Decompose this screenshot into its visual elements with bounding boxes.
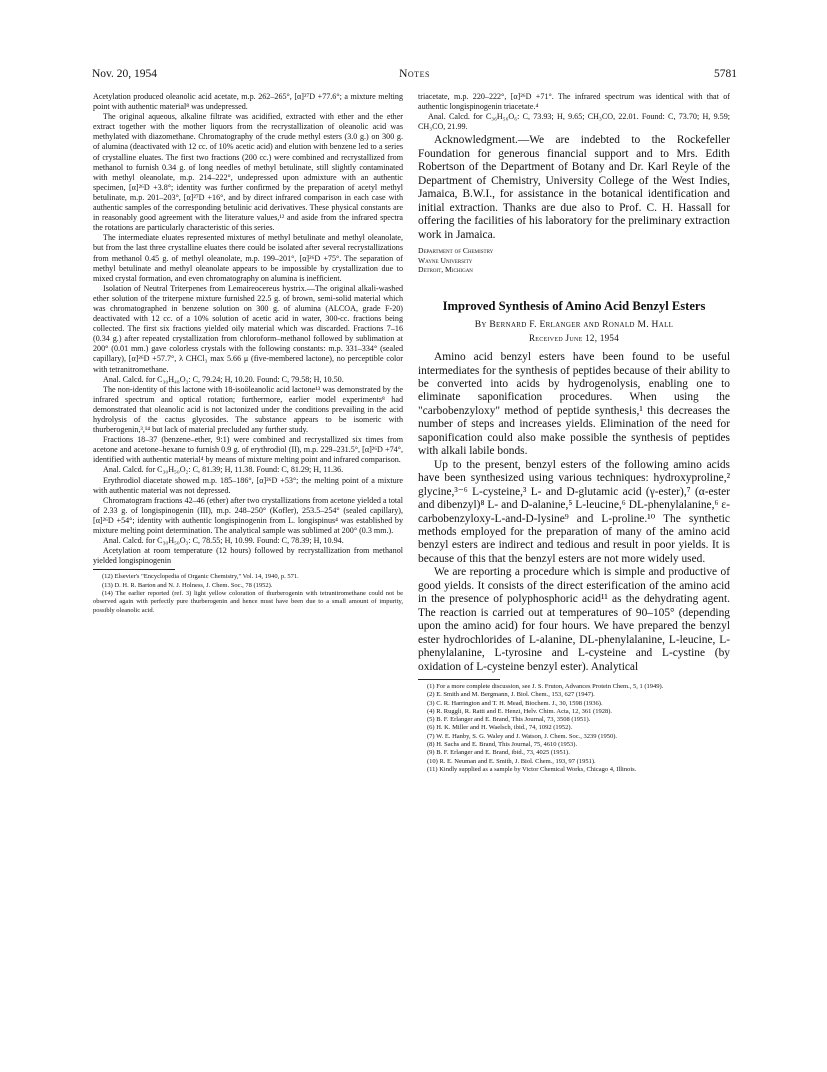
paragraph: Amino acid benzyl esters have been found to be useful intermediates for the synthesis of peptides because of their ability to be converted into acids by hydrogenolysis, enabling one to eliminate saponification procedures. When using the "carbobenzyloxy" method of peptide synthesis,¹ this decreases the number of steps and increases yields. Elimination of the need for saponification could also make possible the synthesis of peptides with alkali labile bonds. bbox=[418, 351, 730, 458]
authors: By Bernard F. Erlanger and Ronald M. Hall bbox=[474, 320, 674, 331]
footnote-divider bbox=[93, 569, 175, 570]
footnote: (5) B. F. Erlanger and E. Brand, This Journal, 73, 3508 (1951). bbox=[427, 716, 591, 724]
analysis: Anal. Calcd. for C₃₀H₄₈O₃: C, 79.24; H, 10.20. Found: C, 79.58; H, 10.50. bbox=[103, 374, 344, 384]
affiliation bbox=[418, 246, 730, 275]
article-body bbox=[418, 351, 730, 674]
left-body bbox=[93, 92, 403, 566]
footnote: (12) Elsevier's "Encyclopedia of Organic Chemistry," Vol. 14, 1940, p. 571. bbox=[102, 573, 299, 581]
paragraph: The non-identity of this lactone with 18-isoöleanolic acid lactone¹³ was demonstrated by the infrared spectrum and optical rotation; furthermore, earlier model experiments⁸ had demonstrated that oleanolic acid is not lactonized under the conditions prevailing in the acid hydrolysis of the cactus glycosides. The substance appears to be isomeric with thurberogenin,³,¹⁴ but lack of material precluded any further study. bbox=[93, 384, 403, 435]
received-date: Received June 12, 1954 bbox=[528, 333, 620, 344]
paragraph: Chromatogram fractions 42–46 (ether) after two crystallizations from acetone yielded a total of 2.33 g. of longispinogenin (III), m.p. 248–250° (Kofler), 253.5–254° (sealed capillary), [α]²⁶D +54°; identity with authentic longispinogenin from L. longispinus⁴ was established by mixture melting point determination. The analytical sample was sublimed at 200° (0.3 mm.). bbox=[93, 495, 403, 536]
paragraph: The intermediate eluates represented mixtures of methyl betulinate and methyl oleanolate, but from the last three crystalline eluates there could be isolated after several recrystallizations from methanol 0.45 g. of methyl oleanolate, m.p. 199–201°, [α]²⁶D +75°. The separation of methyl betulinate and methyl oleanolate appears to be impossible by crystallization due to mixed crystal formation, and even chromatography on alumina is inefficient. bbox=[93, 233, 403, 283]
footnote-divider bbox=[418, 679, 500, 680]
footnote: (14) The earlier reported (ref. 3) light yellow coloration of thurberogenin with tetranitromethane could not be observed again with perfectly pure thurberogenin and hence must have been due to a small amount of impurity, possibly oleanolic acid. bbox=[93, 590, 403, 614]
right-footnotes bbox=[418, 683, 730, 774]
affiliation-line: Department of Chemistry bbox=[418, 246, 494, 255]
affiliation-line: Wayne University bbox=[418, 255, 473, 265]
paragraph: Acetylation produced oleanolic acid acetate, m.p. 262–265°, [α]²⁷D +77.6°; a mixture melting point with authentic material⁸ was undepressed. bbox=[93, 92, 403, 112]
footnote: (13) D. H. R. Barton and N. J. Holness, J. Chem. Soc., 78 (1952). bbox=[102, 581, 273, 589]
right-continuation bbox=[418, 92, 730, 132]
analysis: Anal. Calcd. for C₃₀H₅₀O₂: C, 81.39; H, 11.38. Found: C, 81.29; H, 11.36. bbox=[103, 465, 344, 475]
footnote: (8) H. Sachs and E. Brand, This Journal, 75, 4610 (1953). bbox=[427, 741, 578, 749]
footnote: (9) B. F. Erlanger and E. Brand, ibid., 73, 4025 (1951). bbox=[427, 749, 570, 757]
paragraph: We are reporting a procedure which is simple and productive of good yields. It consists of the direct esterification of the amino acid in the presence of polyphosphoric acid¹¹ as the dehydrating agent. The reaction is carried out at temperatures of 90–105° (depending upon the amino acid) for four hours. We have prepared the benzyl ester hydrochlorides of L-alanine, DL-phenylalanine, L-leucine, L-phenylalanine, L-tyrosine and L-cysteine and L-cystine (by oxidation of L-cysteine benzyl ester). Analytical bbox=[418, 566, 730, 673]
right-column bbox=[418, 92, 730, 774]
affiliation-line: Detroit, Michigan bbox=[418, 265, 473, 275]
footnote: (2) E. Smith and M. Bergmann, J. Biol. Chem., 153, 627 (1947). bbox=[427, 691, 595, 699]
analysis: Anal. Calcd. for C₃₀H₅₀O₃: C, 78.55; H, 10.99. Found: C, 78.39; H, 10.94. bbox=[103, 536, 344, 546]
issue-date: Nov. 20, 1954 bbox=[92, 68, 158, 80]
paragraph: triacetate, m.p. 220–222°, [α]²⁶D +71°. The infrared spectrum was identical with that of authentic longispinogenin triacetate.⁴ bbox=[418, 92, 730, 112]
article-title: Improved Synthesis of Amino Acid Benzyl Esters bbox=[442, 299, 706, 314]
footnote: (1) For a more complete discussion, see J. S. Fruton, Advances Protein Chem., 5, 1 (1949). bbox=[427, 682, 664, 690]
analysis: Anal. Calcd. for C₃₆H₅₆O₆: C, 73.93; H, 9.65; CH₃CO, 22.01. Found: C, 73.70; H, 9.59; CH₃CO, 21.99. bbox=[418, 112, 730, 132]
left-footnotes bbox=[93, 573, 403, 614]
footnote: (11) Kindly supplied as a sample by Victor Chemical Works, Chicago 4, Illinois. bbox=[427, 765, 637, 773]
acknowledgment: Acknowledgment.—We are indebted to the Rockefeller Foundation for generous financial support and to Mrs. Edith Robertson of the Department of Botany and Dr. Karl Reyle of the Department of Chemistry, University College of the West Indies, Jamaica, B.W.I., for assistance in the botanical identification and initial extraction. Thanks are due also to Prof. C. H. Hassall for offering the facilities of his laboratory for the preliminary extraction work in Jamaica. bbox=[418, 134, 730, 241]
paragraph: Fractions 18–37 (benzene–ether, 9:1) were combined and recrystallized six times from acetone and acetone–hexane to furnish 0.9 g. of erythrodiol (II), m.p. 229–231.5°, [α]²⁶D +74°, identified with authentic material⁴ by means of mixture melting point and infrared comparison. bbox=[93, 435, 403, 465]
running-header bbox=[92, 68, 737, 84]
paragraph: The original aqueous, alkaline filtrate was acidified, extracted with ether and the ether extract together with the mother liquors from the recrystallization of oleanolic acid was methylated with diazomethane. Chromatography of the crude methyl esters (3.0 g.) on 300 g. of alumina (deactivated with 12 cc. of 10% acetic acid) and elution with benzene led to a series of crystalline eluates. The first two fractions (200 cc.) were combined and recrystallized from methanol to furnish 0.34 g. of long needles of methyl betulinate, still slightly contaminated with methyl oleanolate, m.p. 214–222°, undepressed upon admixture with an authentic specimen, [α]²⁶D +3.8°; identity was further confirmed by the preparation of acetyl methyl betulinate, m.p. 201–203°, [α]²⁷D +16°, and by direct infrared comparison in each case with authentic samples of the corresponding betulinic acid derivatives. These physical constants are in reasonably good agreement with the literature values,¹² and aside from the infrared spectra the rotations are particularly characteristic of this series. bbox=[93, 112, 403, 233]
paragraph: Erythrodiol diacetate showed m.p. 185–186°, [α]²⁶D +53°; the melting point of a mixture with authentic material was not depressed. bbox=[93, 475, 403, 495]
acknowledgment-block bbox=[418, 134, 730, 242]
paragraph: Up to the present, benzyl esters of the following amino acids have been synthesized using various techniques: hydroxyproline,² glycine,³⁻⁶ L-cysteine,³ L- and D-glutamic acid (γ-ester),⁷ (α-ester and dibenzyl)⁸ L- and D-alanine,⁵ L-leucine,⁶ DL-phenylalanine,⁶ ε-carbobenzyloxy-L-and-D-lysine⁹ and L-proline.¹⁰ The synthetic methods employed for the preparation of many of the amino acid benzyl esters are indirect and tedious and result in poor yields. It is because of this that the benzyl esters are not more widely used. bbox=[418, 458, 730, 565]
left-column bbox=[93, 92, 403, 615]
paragraph: Acetylation at room temperature (12 hours) followed by recrystallization from methanol yielded longispinogenin bbox=[93, 546, 403, 566]
page-number: 5781 bbox=[714, 68, 737, 80]
footnote: (4) R. Ruggli, R. Ratti and E. Henzi, Helv. Chim. Acta, 12, 361 (1928). bbox=[427, 707, 612, 715]
footnote: (6) H. K. Miller and H. Waelsch, ibid., 74, 1092 (1952). bbox=[427, 724, 573, 732]
footnote: (7) W. E. Hanby, S. G. Waley and J. Watson, J. Chem. Soc., 3239 (1950). bbox=[427, 732, 618, 740]
paragraph: Isolation of Neutral Triterpenes from Lemaireocereus hystrix.—The original alkali-washed ether solution of the triterpene mixture furnished 22.5 g. of brown, semi-solid material which was chromatographed in benzene solution on 300 g. of alumina (ALCOA, grade F-20) deactivated with 12 cc. of a 10% solution of acetic acid in water, 300-cc. fractions being collected. The first six fractions yielded oily material which was discarded. Fractions 7–16 (0.34 g.) after repeated crystallization from chloroform–methanol followed by sublimation at 200° (0.01 mm.) gave colorless crystals with the following constants: m.p. 331–334° (sealed capillary), [α]²⁶D +57.7°, λ CHCl₃ max 5.66 μ (five-membered lactone), no perceptible color with tetranitromethane. bbox=[93, 283, 403, 374]
footnote: (10) R. E. Neuman and E. Smith, J. Biol. Chem., 193, 97 (1951). bbox=[427, 757, 596, 765]
section-name: Notes bbox=[399, 68, 430, 80]
footnote: (3) C. R. Harrington and T. H. Mead, Biochem. J., 30, 1598 (1936). bbox=[427, 699, 603, 707]
